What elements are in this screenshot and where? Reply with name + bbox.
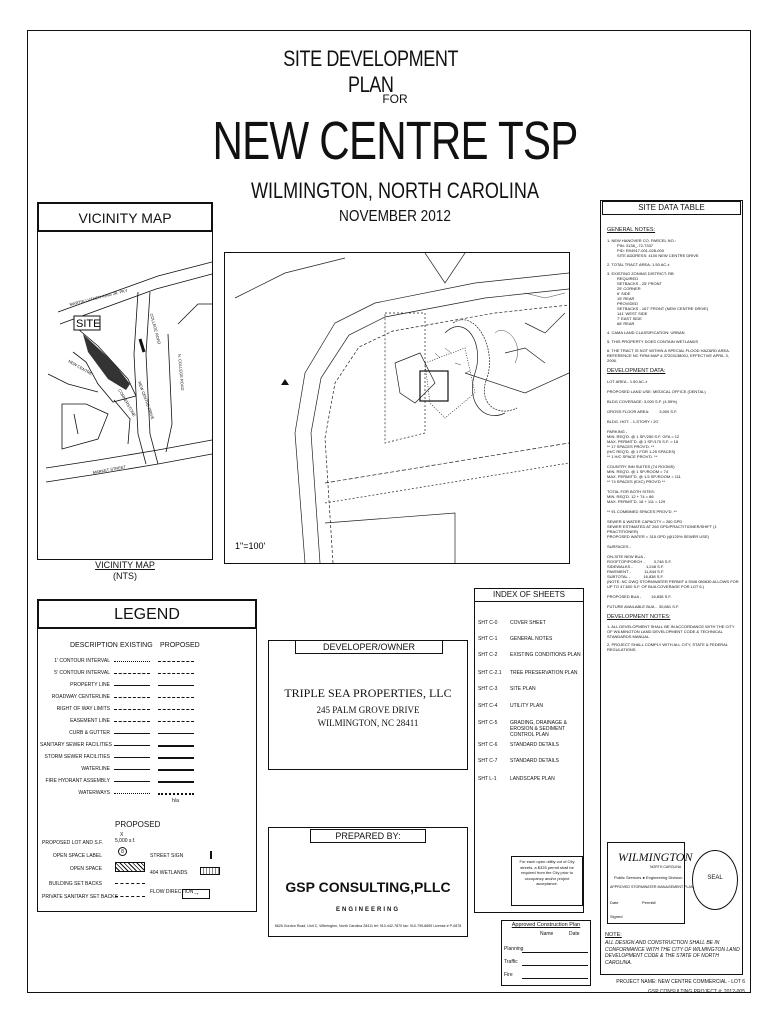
development-data-line: ** 1 H/C SPACE PROV'D. ** [607, 454, 658, 459]
general-note-line: 4. CAMA LAND CLASSIFICATION: URBAN [607, 330, 685, 335]
index-sheet-name: STANDARD DETAILS [510, 758, 559, 764]
index-sheet-number: SHT C-0 [478, 620, 498, 626]
site-plan-panel [224, 252, 570, 564]
index-sheet-name: GRADING, DRAINAGE & EROSION & SEDIMENT CONTROL PLAN [510, 720, 567, 738]
legend-proposed-symbol [158, 757, 194, 759]
approved-col-date: Date [569, 931, 580, 937]
index-sheet-name: STANDARD DETAILS [510, 742, 559, 748]
legend-proposed-item: OPEN SPACE LABEL [52, 853, 102, 859]
open-space-swatch [115, 862, 145, 872]
svg-text:MARTIN LUTHER KING JR. PKY: MARTIN LUTHER KING JR. PKY [69, 287, 128, 307]
development-data-line: ** 17 SPACES PROV'D. ** [607, 444, 655, 449]
site-data-body [607, 226, 739, 811]
svg-text:COLLEGE ROAD: COLLEGE ROAD [149, 312, 163, 345]
development-data-list [607, 379, 739, 609]
legend-proposed-symbol [158, 781, 194, 783]
index-sheet-name: EXISTING CONDITIONS PLAN [510, 652, 581, 658]
city-approved: APPROVED STORMWATER MANAGEMENT PLAN [610, 885, 694, 889]
development-data-line: MIN. REQ'D. @ 1 SP./ROOM = 74 [607, 469, 669, 474]
legend-existing-symbol [114, 769, 150, 770]
legend-proposed-symbol [158, 697, 194, 698]
legend-proposed-symbol [158, 673, 194, 674]
legend-row-label: 5' CONTOUR INTERVAL [54, 670, 110, 676]
legend-lot-x: X [120, 832, 124, 838]
approved-row-label: Fire [504, 972, 513, 978]
development-data-line: TOTAL FOR BOTH SITES: [607, 489, 655, 494]
developer-header: DEVELOPER/OWNER [295, 640, 443, 654]
development-data-line: MIN. REQ'D. 12 + 74 = 86 [607, 494, 654, 499]
development-data-line: PARKING - [607, 429, 628, 434]
legend-existing-symbol [114, 661, 150, 662]
legend-lot-label: PROPOSED LOT AND S.F. [42, 840, 104, 846]
legend-row-label: 1' CONTOUR INTERVAL [54, 658, 110, 664]
legend-existing-symbol [114, 721, 150, 722]
approval-note-header: NOTE: [605, 932, 622, 938]
legend-proposed-symbol [158, 685, 194, 686]
index-sheet-number: SHT C-3 [478, 686, 498, 692]
approved-plan-header: Approved Construction Plan [511, 922, 581, 928]
legend-proposed-symbol [158, 745, 194, 747]
development-data-line: MAX. PERMIT'D. @ 1 SP./170 S.F. = 18 [607, 439, 679, 444]
sanitary-setback-line [115, 896, 145, 897]
approved-row-label: Traffic [504, 959, 518, 965]
city-date-label: Date [610, 900, 619, 905]
development-data-line: GROSS FLOOR AREA: 3,000 S.F. [607, 409, 678, 414]
index-sheet-name: TREE PRESERVATION PLAN [510, 670, 578, 676]
legend-proposed-symbol [158, 709, 194, 710]
site-data-header: SITE DATA TABLE [602, 201, 741, 215]
legend-existing-symbol [114, 733, 150, 734]
svg-text:NEW CENTRE: NEW CENTRE [67, 358, 94, 377]
flow-direction-icon: → [182, 889, 210, 899]
svg-text:N. COLLEGE ROAD: N. COLLEGE ROAD [177, 353, 186, 391]
general-note-line: 68' REAR [617, 321, 635, 326]
legend-proposed-symbol [158, 769, 194, 771]
development-data-line: (NOTE: NC DWQ STORMWATER PERMIT # SW8 080630 ALLOWS FOR UP TO 47,600 S.F. OF BUA COVERAGE FOR LOT 6.) [607, 579, 740, 589]
project-date: NOVEMBER 2012 [339, 208, 451, 225]
city-permit-label: Permit# [642, 900, 656, 905]
sheet-title: SITE DEVELOPMENT PLAN [283, 46, 459, 97]
footer-project-name: PROJECT NAME: NEW CENTRE COMMERCIAL - LOT 6 [616, 979, 745, 985]
utility-note-box [511, 856, 583, 906]
general-note-line: 2. TOTAL TRACT AREA: 1.50 AC.± [607, 262, 670, 267]
index-sheet-name: GENERAL NOTES [510, 636, 553, 642]
general-notes-list [607, 238, 739, 363]
legend-proposed-item: PRIVATE SANITARY SET BACKS [42, 894, 118, 900]
legend-proposed-item: 404 WETLANDS [150, 870, 188, 876]
legend-existing-symbol [114, 745, 150, 746]
index-sheet-number: SHT C-7 [478, 758, 498, 764]
general-note-line: 1. NEW HANOVER CO. PARCEL NO.: [607, 238, 676, 243]
svg-text:CORNERSTONE: CORNERSTONE [117, 388, 137, 418]
development-data-line: SEWER & WATER CAPACITY = 260 GPD [607, 519, 683, 524]
development-data-line: FUTURE AVAILABLE BUA - 30,881 S.F. [607, 604, 680, 609]
legend-col-proposed: PROPOSED [160, 642, 200, 649]
development-data-line: SIDEWALKS - 1,248 S.F. [607, 564, 664, 569]
svg-text:MARKET STREET: MARKET STREET [92, 464, 127, 475]
legend-proposed-item: OPEN SPACE [69, 866, 102, 872]
general-note-line: 15' REAR [617, 296, 635, 301]
development-data-line: ON-SITE NEW BUA - [607, 554, 646, 559]
legend-row-label: EASEMENT LINE [70, 718, 110, 724]
legend-row-label: SANITARY SEWER FACILITIES [40, 742, 112, 748]
legend-existing-symbol [114, 697, 150, 698]
city-sub: NORTH CAROLINA [650, 865, 682, 869]
development-data-line: MIN. REQ'D. @ 1 SP./250 S.F. GFA = 12 [607, 434, 680, 439]
approved-row-label: Planning [504, 946, 524, 952]
legend-proposed-symbol [158, 793, 194, 795]
development-note-line: 1. ALL DEVELOPMENT SHALL BE IN ACCORDANCE WITH THE CITY OF WILMINGTON LAND DEVELOPMENT CODE & TECHNICAL STANDARDS MANUAL. [607, 624, 735, 639]
development-data-line: ROOFTOP/PORCH - 3,748 S.F. [607, 559, 672, 564]
legend-proposed-item: BUILDING SET BACKS [49, 881, 102, 887]
approved-row-line [522, 952, 588, 953]
index-sheet-name: COVER SHEET [510, 620, 546, 626]
legend-lot-value: 5,000 s.f. [115, 838, 136, 844]
development-data-line: ** 74 SPACES (EXC) PROV'D ** [607, 479, 666, 484]
index-sheet-number: SHT C-4 [478, 703, 498, 709]
development-note-line: 2. PROJECT SHALL COMPLY WITH ALL CITY, STATE & FEDERAL REGULATIONS. [607, 642, 728, 652]
development-data-line: BLDG COVERAGE: 3,000 S.F. (4.59%) [607, 399, 678, 404]
developer-name: TRIPLE SEA PROPERTIES, LLC [284, 686, 452, 700]
legend-row-label: RIGHT OF WAY LIMITS [56, 706, 110, 712]
development-data-line: COUNTRY INN SUITES (74 ROOMS) [607, 464, 675, 469]
legend-waterways-symbol: h/a [172, 798, 179, 804]
site-plan-scale: 1"=100' [235, 541, 266, 551]
development-data-line: ** 91 COMBINED SPACES PROV'D. ** [607, 509, 677, 514]
street-sign-icon [210, 851, 212, 859]
general-note-line: REQUIRED [617, 276, 639, 281]
development-data-line: MAX. PERMIT'D. 18 + 111 = 129 [607, 499, 666, 504]
title-for: FOR [382, 92, 408, 106]
prepared-discipline: ENGINEERING [335, 907, 400, 913]
approved-plan-box [501, 920, 591, 986]
developer-address1: 245 PALM GROVE DRIVE [316, 705, 420, 715]
project-title: NEW CENTRE TSP [212, 111, 578, 171]
legend-lot-num: 8 [118, 847, 127, 856]
legend-proposed-item: STREET SIGN [150, 853, 184, 859]
legend-proposed-symbol [158, 733, 194, 734]
general-notes-header: GENERAL NOTES: [607, 227, 656, 233]
prepared-header: PREPARED BY: [310, 829, 426, 843]
development-data-line: PROPOSED BUA - 16,838 S.F. [607, 594, 672, 599]
wetlands-swatch [200, 867, 220, 875]
development-notes-header: DEVELOPMENT NOTES: [607, 614, 671, 620]
legend-col-existing: EXISTING [120, 642, 153, 649]
project-location: WILMINGTON, NORTH CAROLINA [251, 178, 539, 203]
legend-proposed-symbol [158, 721, 194, 722]
general-note-line: PID: R04917-001-028-000 [617, 248, 664, 253]
development-data-line: PAVEMENT - 11,844 S.F. [607, 569, 665, 574]
general-note-line: 6' SIDE [617, 291, 631, 296]
development-data-line: SEWER ESTIMATED AT 260 GPD/PRACTITIONER/SHIFT (1 PRACTITIONER) [607, 524, 718, 534]
development-data-header: DEVELOPMENT DATA: [607, 368, 666, 374]
general-note-line: 25' CORNER [617, 286, 641, 291]
legend-row-label: WATERLINE [81, 766, 110, 772]
legend-existing-symbol [114, 709, 150, 710]
vicinity-map-header: VICINITY MAP [37, 202, 213, 232]
svg-text:NEW CENTRE DRIVE: NEW CENTRE DRIVE [137, 380, 156, 421]
index-sheet-number: SHT C-2.1 [478, 670, 502, 676]
development-data-line: (H/C REQ'D. @ 1 FOR 1-25 SPACES) [607, 449, 676, 454]
vicinity-map-drawing [38, 234, 212, 558]
index-sheet-number: SHT L-1 [478, 776, 497, 782]
general-note-line: PIN: 3138_-72-7337 [617, 243, 654, 248]
index-sheet-number: SHT C-6 [478, 742, 498, 748]
index-sheet-number: SHT C-1 [478, 636, 498, 642]
development-data-line: SUBTOTAL - 16,838 S.F. [607, 574, 664, 579]
building-setback-line [115, 883, 145, 884]
developer-address2: WILMINGTON, NC 28411 [317, 718, 419, 728]
engineer-seal [692, 850, 738, 910]
legend-proposed-symbol [158, 661, 194, 662]
seal-text: SEAL [707, 875, 723, 881]
general-note-line: SETBACKS - 25' FRONT [617, 281, 662, 286]
legend-existing-symbol [114, 793, 150, 794]
vicinity-caption-title: VICINITY MAP [95, 560, 155, 570]
legend-existing-symbol [114, 757, 150, 758]
development-data-line: PROPOSED LAND USE: MEDICAL OFFICE (DENTAL) [607, 389, 706, 394]
city-dept: Public Services ● Engineering Division [614, 875, 683, 880]
general-note-line: 7' EAST SIDE [617, 316, 642, 321]
approved-col-name: Name [540, 931, 554, 937]
legend-proposed-item: FLOW DIRECTION [150, 889, 194, 895]
vicinity-nts: (NTS) [113, 571, 137, 581]
index-sheet-number: SHT C-2 [478, 652, 498, 658]
legend-existing-symbol [114, 781, 150, 782]
prepared-address [270, 924, 466, 928]
vicinity-caption [37, 560, 213, 582]
vicinity-site-label: SITE [76, 318, 101, 330]
development-data-line: PROPOSED WATER = 315 GPD (@120% SEWER USE) [607, 534, 709, 539]
development-data-line: LOT AREA - 1.50 AC.± [607, 379, 648, 384]
development-data-line: MAX. PERMIT'D. @ 1.5 SP./ROOM = 111 [607, 474, 681, 479]
legend-row-label: WATERWAYS [78, 790, 110, 796]
approval-note-text: ALL DESIGN AND CONSTRUCTION SHALL BE IN CONFORMANCE WITH THE CITY OF WILMINGTON LAND DEVELOPMENT CODE & THE STATE OF NORTH CAROLINA. [605, 940, 740, 966]
general-note-line: 5. THIS PROPERTY DOES CONTAIN WETLANDS [607, 339, 699, 344]
general-note-line: SITE ADDRESS: 4100 NEW CENTRE DRIVE [617, 253, 699, 258]
legend-existing-symbol [114, 673, 150, 674]
city-logo: WILMINGTON [618, 850, 693, 864]
index-sheet-number: SHT C-5 [478, 720, 498, 726]
index-header: INDEX OF SHEETS [474, 588, 584, 602]
general-note-line: 6. THE TRACT IS NOT WITHIN A SPECIAL FLOOD HAZARD AREA. REFERENCE NC FIRM MAP # 3720313800J, EFFECTIVE APRIL 3, 2006. [607, 348, 730, 363]
index-sheet-name: SITE PLAN [510, 686, 536, 692]
index-sheet-name: UTILITY PLAN [510, 703, 543, 709]
legend-row-label: CURB & GUTTER [69, 730, 110, 736]
legend-existing-symbol [114, 685, 150, 686]
general-note-line: PROVIDED [617, 301, 638, 306]
legend-proposed-title: PROPOSED [115, 820, 161, 829]
prepared-address-text: 6626 Gordon Road, Unit C, Wilmington, North Carolina 28411 tel: 910-442-7870 fax: 910-799-6659 License # P-0878 [274, 924, 462, 928]
general-note-line: 3. EXISTING ZONING DISTRICT: RB [607, 271, 674, 276]
prepared-firm: GSP CONSULTING,PLLC [285, 879, 451, 895]
legend-header: LEGEND [37, 599, 257, 629]
site-plan-drawing [225, 253, 569, 563]
development-data-line: SURFACES - [607, 544, 632, 549]
general-note-line: 141' WEST SIDE [617, 311, 648, 316]
legend-row-label: FIRE HYDRANT ASSEMBLY [45, 778, 110, 784]
development-notes-list [607, 624, 739, 652]
legend-col-description: DESCRIPTION [70, 642, 118, 649]
development-data-line: BLDG. HGT. - 1-STORY / 20' [607, 419, 659, 424]
approved-row-line [522, 965, 588, 966]
city-signed-label: Signed [610, 914, 623, 919]
footer-project-number: GSP CONSULTING PROJECT #: 2012-005 [648, 989, 745, 995]
utility-note-text: For each open utility cut of City streets, a $325 permit shall be required from the City prior to occupancy and/or project acceptance. [519, 859, 575, 886]
legend-row-label: STORM SEWER FACILITIES [44, 754, 110, 760]
legend-row-label: ROADWAY CENTERLINE [51, 694, 110, 700]
legend-row-label: PROPERTY LINE [70, 682, 110, 688]
general-note-line: SETBACKS - 167' FRONT (NEW CENTRE DRIVE) [617, 306, 709, 311]
index-sheet-name: LANDSCAPE PLAN [510, 776, 555, 782]
